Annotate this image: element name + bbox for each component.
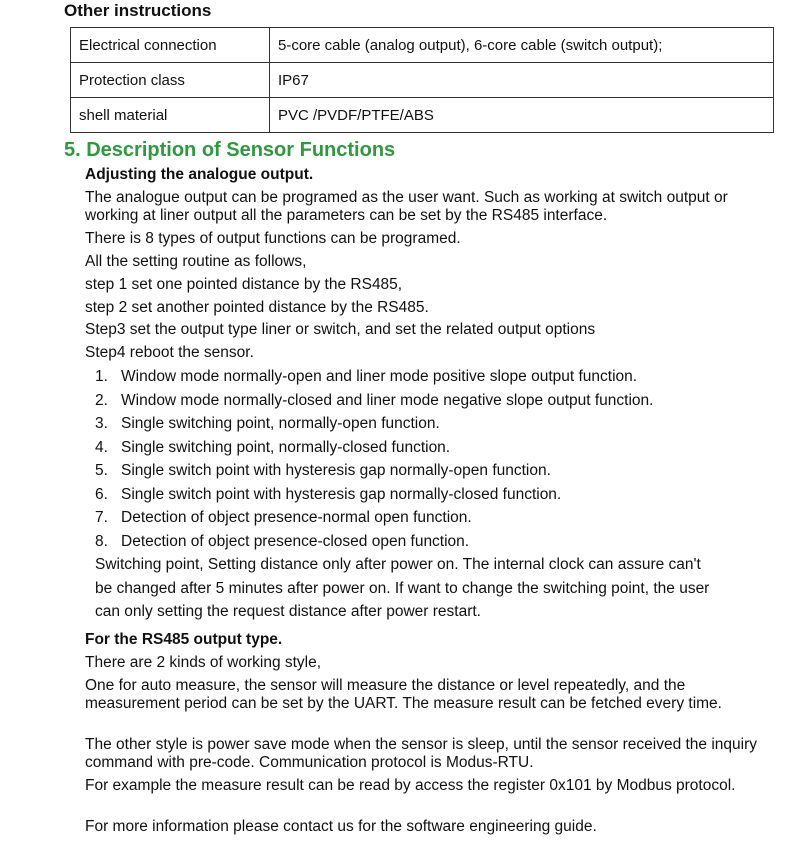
- table-row: [71, 63, 774, 98]
- spec-value: 5-core cable (analog output), 6-core cable (switch output);: [270, 28, 774, 63]
- paragraph: Step3 set the output type liner or switch, and set the related output options: [85, 321, 596, 338]
- paragraph: All the setting routine as follows,: [85, 253, 307, 270]
- spec-key: shell material: [71, 98, 270, 133]
- list-item: 1. Window mode normally-open and liner mode positive slope output function.: [95, 368, 638, 385]
- list-item: 5. Single switch point with hysteresis gap normally-open function.: [95, 462, 551, 479]
- list-item: 2. Window mode normally-closed and liner mode negative slope output function.: [95, 391, 654, 409]
- paragraph: Step4 reboot the sensor.: [85, 344, 254, 361]
- other-instructions-heading: Other instructions: [64, 1, 212, 20]
- paragraph: The other style is power save mode when the sensor is sleep, until the sensor received the inquiry command with pre-code. Communication protocol is Modus-RTU.: [85, 736, 758, 771]
- table-row: [71, 98, 774, 133]
- paragraph: step 2 set another pointed distance by the RS485.: [85, 299, 429, 316]
- function-list: [95, 365, 775, 553]
- spec-table: [70, 27, 774, 133]
- spec-key: Electrical connection: [71, 28, 270, 63]
- spec-value: PVC /PVDF/PTFE/ABS: [270, 98, 774, 133]
- list-item: 6. Single switch point with hysteresis gap normally-closed function.: [95, 485, 562, 503]
- paragraph: There is 8 types of output functions can be programed.: [85, 230, 461, 247]
- paragraph: One for auto measure, the sensor will measure the distance or level repeatedly, and the measurement period can be set by the UART. The measure result can be fetched every time.: [85, 677, 722, 712]
- paragraph: There are 2 kinds of working style,: [85, 654, 322, 671]
- analogue-subtitle: Adjusting the analogue output.: [85, 166, 314, 183]
- rs485-subtitle: For the RS485 output type.: [85, 631, 283, 648]
- list-item: 3. Single switching point, normally-open function.: [95, 415, 440, 432]
- list-item: 8. Detection of object presence-closed open function.: [95, 532, 470, 550]
- spec-value: IP67: [270, 63, 774, 98]
- switching-note: Switching point, Setting distance only after power on. The internal clock can assure can't be changed after 5 minutes after power on. If want to change the switching point, the user can only setting the request distance after power restart.: [95, 556, 710, 620]
- list-item: 4. Single switching point, normally-closed function.: [95, 438, 451, 456]
- paragraph: The analogue output can be programed as the user want. Such as working at switch output or working at liner output all the parameters can be set by the RS485 interface.: [85, 189, 728, 224]
- paragraph: For example the measure result can be read by access the register 0x101 by Modbus protocol.: [85, 777, 736, 794]
- spec-key: Protection class: [71, 63, 270, 98]
- paragraph: For more information please contact us for the software engineering guide.: [85, 818, 597, 835]
- paragraph: step 1 set one pointed distance by the RS485,: [85, 276, 403, 293]
- section-title: 5. Description of Sensor Functions: [64, 139, 396, 161]
- table-row: [71, 28, 774, 63]
- list-item: 7. Detection of object presence-normal open function.: [95, 509, 472, 526]
